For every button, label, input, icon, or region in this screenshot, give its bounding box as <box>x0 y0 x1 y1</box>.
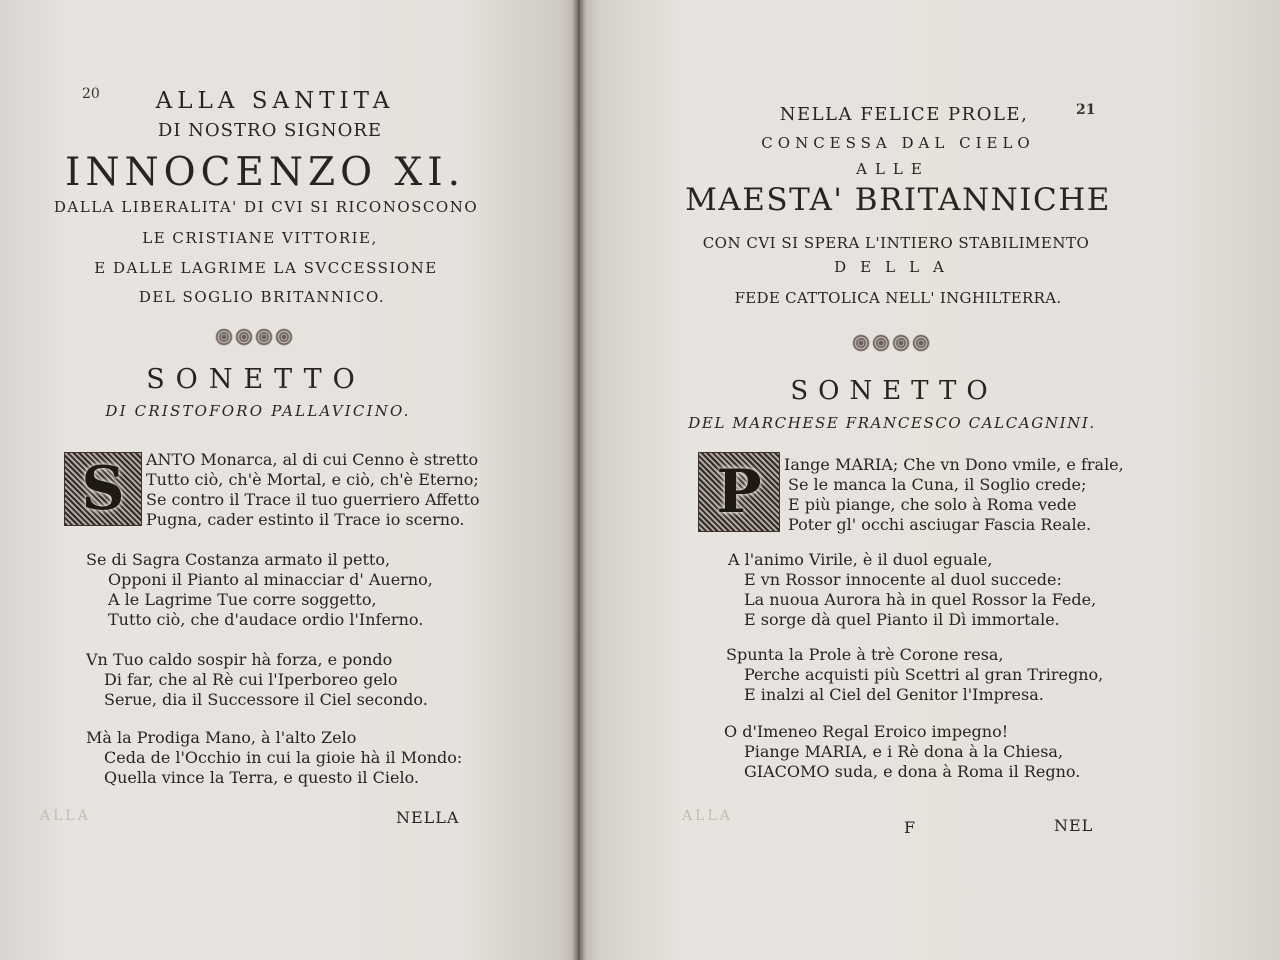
left-title-big: INNOCENZO XI. <box>64 150 466 195</box>
left-verse-12: Mà la Prodiga Mano, à l'alto Zelo <box>86 728 357 747</box>
left-title-line1: ALLA SANTITA <box>155 88 395 114</box>
right-title-line1: NELLA FELICE PROLE, <box>779 104 1029 125</box>
left-catchword: NELLA <box>396 808 460 827</box>
right-ornament <box>852 334 930 352</box>
right-signature-mark: F <box>904 818 917 837</box>
right-author: DEL MARCHESE FRANCESCO CALCAGNINI. <box>688 414 1096 432</box>
right-page-number: 21 <box>1076 102 1096 118</box>
right-drop-cap <box>698 452 780 532</box>
left-verse-5: Se di Sagra Costanza armato il petto, <box>86 550 391 569</box>
left-verse-10: Di far, che al Rè cui l'Iperboreo gelo <box>104 670 398 689</box>
right-sonetto-heading: SONETTO <box>790 376 998 406</box>
right-verse-5: A l'animo Virile, è il duol eguale, <box>728 550 993 569</box>
right-verse-1: Iange MARIA; Che vn Dono vmile, e frale, <box>784 455 1124 474</box>
right-title-line6: DELLA <box>834 258 958 276</box>
left-title-line6: E DALLE LAGRIME LA SVCCESSIONE <box>94 259 438 277</box>
left-page <box>0 0 578 960</box>
left-verse-3: Se contro il Trace il tuo guerriero Affetto <box>146 490 480 509</box>
left-title-line2: DI NOSTRO SIGNORE <box>157 120 383 141</box>
left-verse-7: A le Lagrime Tue corre soggetto, <box>108 590 377 609</box>
left-ornament <box>215 328 293 346</box>
left-verse-8: Tutto ciò, che d'audace ordio l'Inferno. <box>108 610 424 629</box>
left-drop-cap-letter: S <box>81 454 125 524</box>
right-title-line7: FEDE CATTOLICA NELL' INGHILTERRA. <box>734 289 1062 307</box>
right-catchword: NEL <box>1054 816 1094 835</box>
left-verse-14: Quella vince la Terra, e questo il Cielo. <box>104 768 420 787</box>
left-sonetto-heading: SONETTO <box>146 364 366 395</box>
right-title-line5: CON CVI SI SPERA L'INTIERO STABILIMENTO <box>702 234 1090 252</box>
left-page-number: 20 <box>82 86 100 102</box>
right-verse-13: Piange MARIA, e i Rè dona à la Chiesa, <box>744 742 1064 761</box>
right-verse-3: E più piange, che solo à Roma vede <box>788 495 1077 514</box>
right-page <box>578 0 1280 960</box>
left-verse-2: Tutto ciò, ch'è Mortal, e ciò, ch'è Eterno; <box>146 470 479 489</box>
left-title-line7: DEL SOGLIO BRITANNICO. <box>138 288 386 306</box>
left-drop-cap <box>64 452 142 526</box>
right-verse-11: E inalzi al Ciel del Genitor l'Impresa. <box>744 685 1044 704</box>
right-verse-4: Poter gl' occhi asciugar Fascia Reale. <box>788 515 1092 534</box>
left-author: DI CRISTOFORO PALLAVICINO. <box>105 402 411 420</box>
left-verse-11: Serue, dia il Successore il Ciel secondo. <box>104 690 428 709</box>
left-verse-6: Opponi il Pianto al minacciar d' Auerno, <box>108 570 433 589</box>
right-drop-cap-letter: P <box>716 457 762 527</box>
right-bleed-through: ALLA <box>682 808 733 824</box>
right-verse-2: Se le manca la Cuna, il Soglio crede; <box>788 475 1087 494</box>
right-verse-14: GIACOMO suda, e dona à Roma il Regno. <box>744 762 1081 781</box>
left-title-line5: LE CRISTIANE VITTORIE, <box>142 229 378 247</box>
right-verse-12: O d'Imeneo Regal Eroico impegno! <box>724 722 1009 741</box>
right-verse-8: E sorge dà quel Pianto il Dì immortale. <box>744 610 1060 629</box>
left-verse-4: Pugna, cader estinto il Trace io scerno. <box>146 510 465 529</box>
left-bleed-through: ALLA <box>40 808 91 824</box>
right-verse-9: Spunta la Prole à trè Corone resa, <box>726 645 1004 664</box>
book-gutter <box>572 0 586 960</box>
left-verse-9: Vn Tuo caldo sospir hà forza, e pondo <box>86 650 393 669</box>
right-title-big: MAESTA' BRITANNICHE <box>685 182 1111 218</box>
left-verse-1: ANTO Monarca, al di cui Cenno è stretto <box>146 450 479 469</box>
right-verse-6: E vn Rossor innocente al duol succede: <box>744 570 1062 589</box>
right-title-line2: CONCESSA DAL CIELO <box>761 134 1035 152</box>
right-title-line3: ALLE <box>856 160 930 178</box>
left-verse-13: Ceda de l'Occhio in cui la gioie hà il Mondo: <box>104 748 463 767</box>
right-verse-10: Perche acquisti più Scettri al gran Triregno, <box>744 665 1104 684</box>
left-title-line4: DALLA LIBERALITA' DI CVI SI RICONOSCONO <box>53 198 479 216</box>
right-verse-7: La nuoua Aurora hà in quel Rossor la Fede, <box>744 590 1097 609</box>
